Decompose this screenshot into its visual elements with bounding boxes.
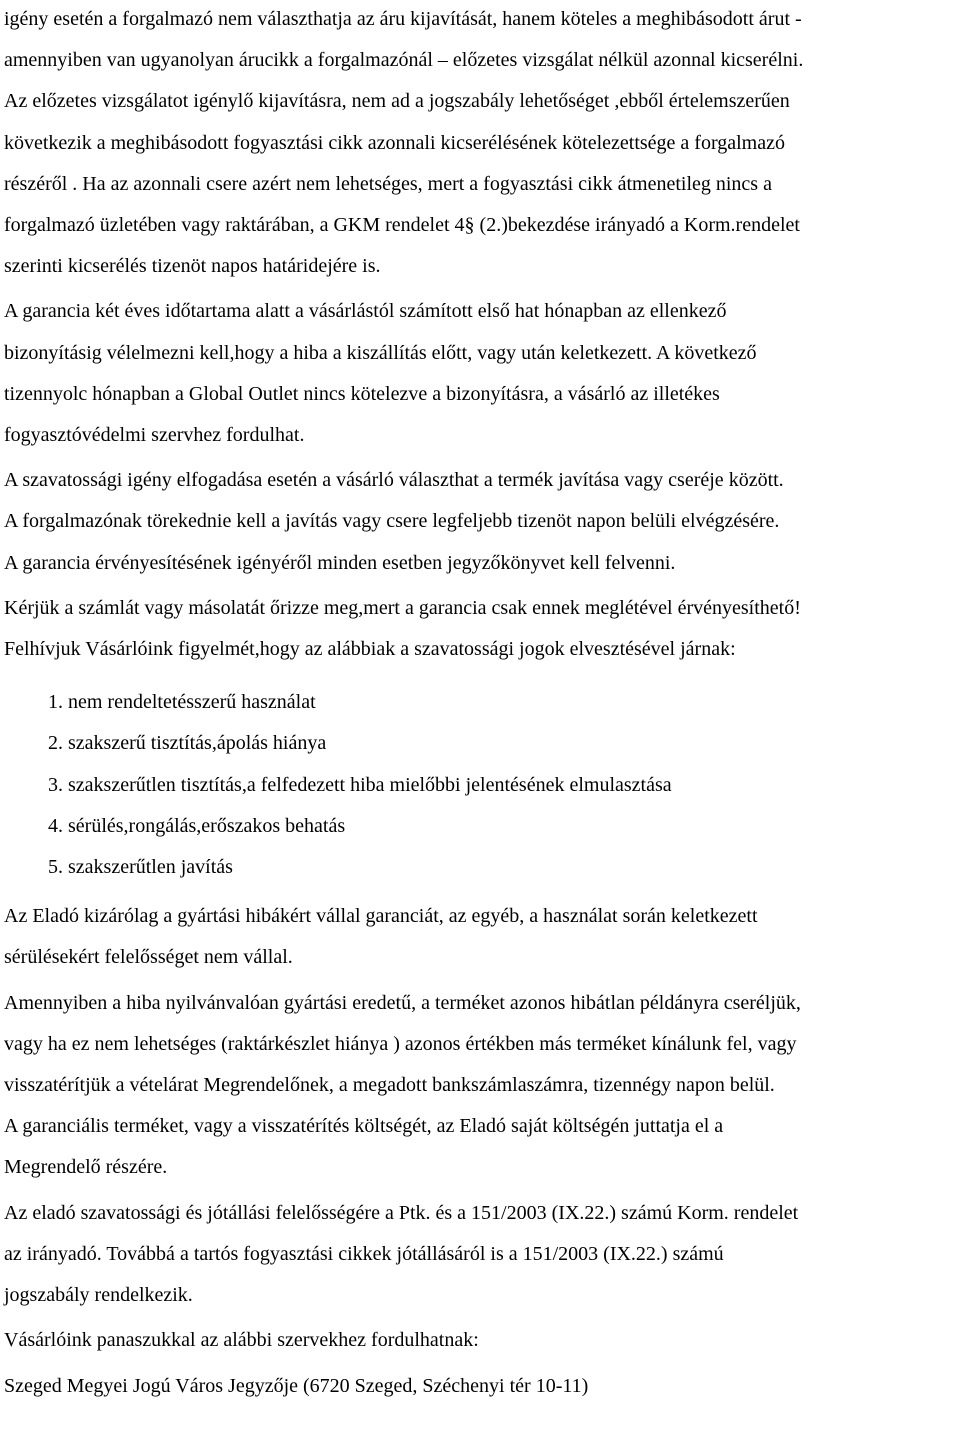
text-line: vagy ha ez nem lehetséges (raktárkészlet hiánya ) azonos értékben más terméket kínálunk fel, vagy <box>4 1032 797 1055</box>
text-line: A garancia két éves időtartama alatt a vásárlástól számított első hat hónapban az ellenkező <box>4 300 727 323</box>
text-line: részéről . Ha az azonnali csere azért nem lehetséges, mert a fogyasztási cikk átmenetileg nincs a <box>4 172 772 195</box>
paragraph-warranty-period <box>4 291 958 456</box>
list-item: 4. sérülés,rongálás,erőszakos behatás <box>48 814 346 837</box>
paragraph-legal-basis <box>4 1193 958 1317</box>
text-line: bizonyításig vélelmezni kell,hogy a hiba a kiszállítás előtt, vagy után keletkezett. A következő <box>4 341 757 364</box>
text-line: A forgalmazónak törekednie kell a javítás vagy csere legfeljebb tizenöt napon belüli elvégzésére. <box>4 510 780 533</box>
text-line: Szeged Megyei Jogú Város Jegyzője (6720 Szeged, Széchenyi tér 10-11) <box>4 1374 589 1397</box>
text-line: Amennyiben a hiba nyilvánvalóan gyártási eredetű, a terméket azonos hibátlan példányra cseréljük, <box>4 991 801 1014</box>
text-line: A garanciális terméket, vagy a visszatérítés költségét, az Eladó saját költségén juttatja el a <box>4 1115 724 1138</box>
paragraph-invoice-notice <box>4 588 958 670</box>
list-item: 2. szakszerű tisztítás,ápolás hiánya <box>48 732 327 755</box>
text-line: fogyasztóvédelmi szervhez fordulhat. <box>4 424 305 447</box>
text-line: A garancia érvényesítésének igényéről minden esetben jegyzőkönyvet kell felvenni. <box>4 551 676 574</box>
text-line: forgalmazó üzletében vagy raktárában, a GKM rendelet 4§ (2.)bekezdése irányadó a Korm.rendelet <box>4 214 800 237</box>
text-line: tizennyolc hónapban a Global Outlet nincs kötelezve a bizonyításra, a vásárló az illetékes <box>4 382 720 405</box>
document-page <box>4 0 958 1407</box>
text-line: következik a meghibásodott fogyasztási cikk azonnali kicserélésének kötelezettsége a forgalmazó <box>4 131 785 154</box>
list-item: 5. szakszerűtlen javítás <box>48 856 233 879</box>
list-item: 1. nem rendeltetésszerű használat <box>48 691 316 714</box>
text-line: visszatérítjük a vételárat Megrendelőnek, a megadott bankszámlaszámra, tizennégy napon belül. <box>4 1074 775 1097</box>
paragraph-manufacturing-defects <box>4 896 958 978</box>
text-line: A szavatossági igény elfogadása esetén a vásárló választhat a termék javítása vagy cseréje között. <box>4 469 784 492</box>
paragraph-warranty-claim <box>4 460 958 584</box>
text-line: szerinti kicserélés tizenöt napos határidejére is. <box>4 255 381 278</box>
paragraph-replacement-refund <box>4 983 958 1189</box>
text-line: Megrendelő részére. <box>4 1156 168 1179</box>
text-line: Az előzetes vizsgálatot igénylő kijavításra, nem ad a jogszabály lehetőséget ,ebből értelemszerűen <box>4 90 790 113</box>
text-line: Kérjük a számlát vagy másolatát őrizze meg,mert a garancia csak ennek meglétével érvényesíthető! <box>4 596 801 619</box>
text-line: jogszabály rendelkezik. <box>4 1284 193 1307</box>
text-line: sérülésekért felelősséget nem vállal. <box>4 946 293 969</box>
text-line: Az Eladó kizárólag a gyártási hibákért vállal garanciát, az egyéb, a használat során keletkezett <box>4 905 758 928</box>
text-line: Vásárlóink panaszukkal az alábbi szervekhez fordulhatnak: <box>4 1329 479 1352</box>
text-line: az irányadó. Továbbá a tartós fogyasztási cikkek jótállásáról is a 151/2003 (IX.22.) számú <box>4 1242 724 1265</box>
text-line: igény esetén a forgalmazó nem választhatja az áru kijavítását, hanem köteles a meghibásodott árut - <box>4 8 802 30</box>
loss-of-rights-list <box>4 682 958 888</box>
paragraph-replacement-rules <box>4 0 958 287</box>
text-line: Felhívjuk Vásárlóink figyelmét,hogy az alábbiak a szavatossági jogok elvesztésével járnak: <box>4 638 736 661</box>
paragraph-complaint-authority <box>4 1366 958 1407</box>
paragraph-complaints-intro <box>4 1320 958 1361</box>
list-item: 3. szakszerűtlen tisztítás,a felfedezett hiba mielőbbi jelentésének elmulasztása <box>48 773 672 796</box>
text-line: amennyiben van ugyanolyan árucikk a forgalmazónál – előzetes vizsgálat nélkül azonnal kicserélni. <box>4 49 804 72</box>
text-line: Az eladó szavatossági és jótállási felelősségére a Ptk. és a 151/2003 (IX.22.) számú Korm. rendelet <box>4 1201 799 1224</box>
